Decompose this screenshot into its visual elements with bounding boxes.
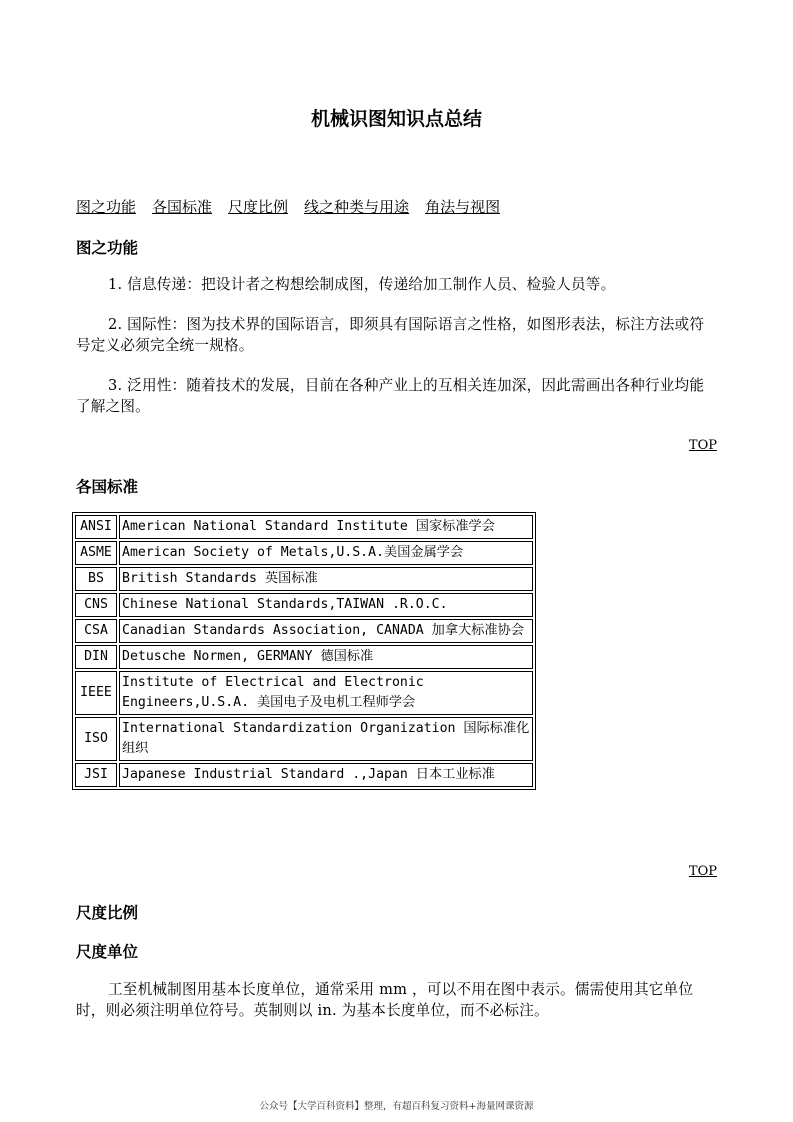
top-link[interactable]: TOP [688, 438, 717, 453]
table-row [75, 717, 533, 761]
standard-abbr: IEEE [75, 671, 117, 715]
standard-desc: Chinese National Standards,TAIWAN .R.O.C. [119, 593, 533, 617]
page-footer: 公众号【大学百科资料】整理，有超百科复习资料+海量网课资源 [259, 1101, 534, 1112]
paragraph-international: 2. 国际性：图为技术界的国际语言，即须具有国际语言之性格，如图形表法，标注方法或符号定义必须完全统一规格。 [76, 316, 705, 354]
table-row [75, 567, 533, 591]
section-heading-standards: 各国标准 [76, 477, 139, 496]
table-row [75, 619, 533, 643]
standard-desc: Detusche Normen, GERMANY 德国标准 [119, 645, 533, 669]
table-row [75, 515, 533, 539]
paragraph-universal: 3. 泛用性：随着技术的发展，目前在各种产业上的互相关连加深，因此需画出各种行业均能了解之图。 [76, 377, 705, 415]
table-row [75, 541, 533, 565]
section-heading-scale: 尺度比例 [76, 903, 139, 922]
page-title: 机械识图知识点总结 [310, 108, 482, 130]
standard-desc: Canadian Standards Association, CANADA 加拿大标准协会 [119, 619, 533, 643]
standard-desc: International Standardization Organization 国际标准化组织 [119, 717, 533, 761]
standard-abbr: CSA [75, 619, 117, 643]
paragraph-units: 工至机械制图用基本长度单位，通常采用 mm ，可以不用在图中表示。儒需使用其它单位时，则必须注明单位符号。英制则以 in. 为基本长度单位，而不必标注。 [76, 981, 694, 1019]
toc-link-lines[interactable]: 线之种类与用途 [304, 198, 410, 216]
toc-link-functions[interactable]: 图之功能 [76, 198, 137, 216]
section-heading-functions: 图之功能 [76, 238, 139, 257]
table-row [75, 763, 533, 787]
table-of-contents [76, 196, 500, 217]
standard-abbr: DIN [75, 645, 117, 669]
table-row [75, 671, 533, 715]
standard-abbr: ASME [75, 541, 117, 565]
standard-abbr: JSI [75, 763, 117, 787]
table-row [75, 593, 533, 617]
standard-desc: Institute of Electrical and Electronic Engineers,U.S.A. 美国电子及电机工程师学会 [119, 671, 533, 715]
toc-link-standards[interactable]: 各国标准 [152, 198, 213, 216]
standard-abbr: ISO [75, 717, 117, 761]
standard-abbr: BS [75, 567, 117, 591]
standard-desc: American Society of Metals,U.S.A.美国金属学会 [119, 541, 533, 565]
paragraph-info-transfer: 1. 信息传递：把设计者之构想绘制成图，传递给加工制作人员、检验人员等。 [108, 276, 616, 293]
toc-link-scale[interactable]: 尺度比例 [228, 198, 289, 216]
top-link[interactable]: TOP [688, 864, 717, 879]
standard-desc: British Standards 英国标准 [119, 567, 533, 591]
standard-abbr: ANSI [75, 515, 117, 539]
table-row [75, 645, 533, 669]
subheading-units: 尺度单位 [76, 942, 139, 961]
standard-desc: American National Standard Institute 国家标准学会 [119, 515, 533, 539]
standard-desc: Japanese Industrial Standard .,Japan 日本工业标准 [119, 763, 533, 787]
toc-link-views[interactable]: 角法与视图 [425, 198, 501, 216]
standard-abbr: CNS [75, 593, 117, 617]
standards-table [72, 512, 536, 790]
